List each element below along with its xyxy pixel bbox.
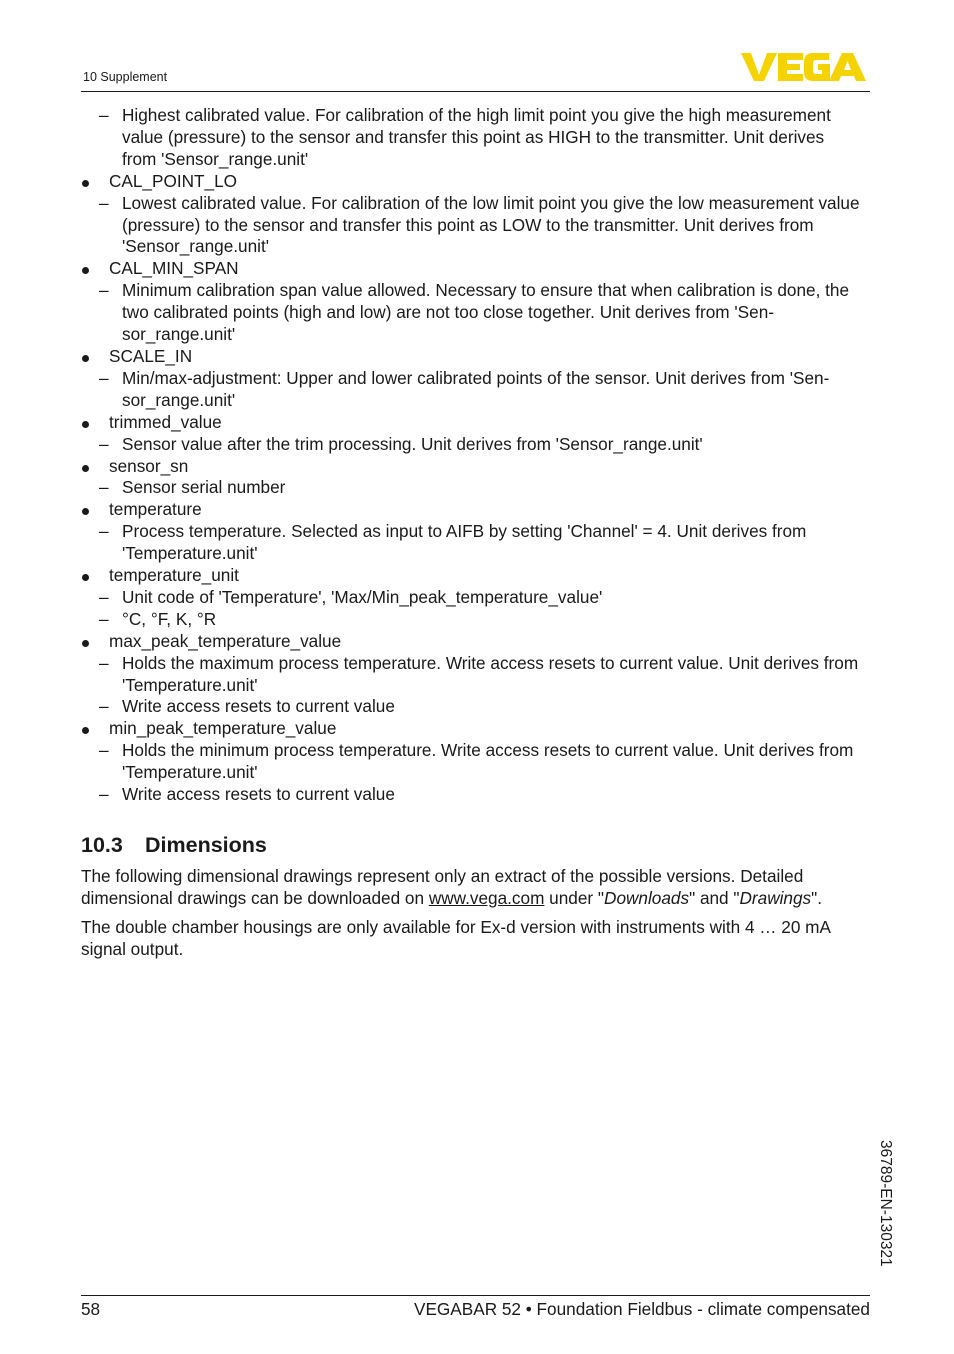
dash-icon: – [99, 280, 109, 301]
dash-icon: – [99, 652, 109, 673]
document-code: 36789-EN-130321 [877, 1140, 894, 1267]
list-item-text: °C, °F, K, °R [122, 608, 217, 629]
footer-title: VEGABAR 52 • Foundation Fieldbus - climate compensated [414, 1299, 870, 1319]
sub-list-item [81, 609, 871, 631]
section-heading [81, 833, 267, 858]
list-item [81, 346, 871, 368]
sub-list-item [81, 696, 871, 718]
downloads-term: Downloads [604, 887, 690, 908]
vega-logo [741, 50, 872, 84]
dash-icon: – [99, 433, 109, 454]
section-number: 10.3 [81, 833, 123, 857]
dash-icon: – [99, 192, 109, 213]
dash-icon: – [99, 740, 109, 761]
list-item [81, 499, 871, 521]
paragraph-double-chamber: The double chamber housings are only available for Ex-d version with instruments with 4 … 20 mA signal output. [81, 917, 830, 959]
list-item-text: Lowest calibrated value. For calibration of the low limit point you give the low measurement value (pressure) to the sensor and transfer this point as LOW to the transmitter. Unit derives from 'Sensor_range.unit' [122, 192, 860, 257]
list-item-text: Write access resets to current value [122, 696, 395, 717]
section-title: Dimensions [145, 833, 267, 857]
dash-icon: – [99, 586, 109, 607]
list-item [81, 718, 871, 740]
bullet-icon [82, 465, 89, 472]
sub-list-item [81, 434, 871, 456]
paragraph-dimensions-intro: The following dimensional drawings represent only an extract of the possible versions. Detailed dimensional drawings can be downloaded on www.vega.com under "Downloads" and "Drawings". [81, 866, 823, 908]
bullet-icon [82, 574, 89, 581]
sub-list-item [81, 653, 871, 697]
list-item-text: Sensor serial number [122, 477, 286, 498]
sub-list-item [81, 784, 871, 806]
list-item-text: max_peak_temperature_value [109, 630, 342, 651]
sub-list-item [81, 521, 871, 565]
dash-icon: – [99, 521, 109, 542]
sub-list-item [81, 740, 871, 784]
parameter-list [81, 105, 871, 806]
bullet-icon [82, 180, 89, 187]
header-rule [81, 91, 870, 92]
dash-icon: – [99, 784, 109, 805]
list-item-text: Min/max-adjustment: Upper and lower calibrated points of the sensor. Unit derives from 'Sen-sor_range.unit' [122, 367, 830, 410]
sub-list-item [81, 368, 871, 412]
bullet-icon [82, 267, 89, 274]
bullet-icon [82, 508, 89, 515]
vega-website-link[interactable]: www.vega.com [428, 887, 545, 908]
dash-icon: – [99, 477, 109, 498]
dash-icon: – [99, 696, 109, 717]
list-item [81, 412, 871, 434]
bullet-icon [82, 640, 89, 647]
bullet-icon [82, 727, 89, 734]
list-item-text: temperature [109, 499, 202, 520]
dash-icon: – [99, 367, 109, 388]
list-item-text: trimmed_value [109, 411, 222, 432]
list-item-text: Write access resets to current value [122, 784, 395, 805]
list-item-text: Sensor value after the trim processing. Unit derives from 'Sensor_range.unit' [122, 433, 703, 454]
bullet-icon [82, 355, 89, 362]
running-header: 10 Supplement [83, 70, 168, 84]
list-item-text: Process temperature. Selected as input to AIFB by setting 'Channel' = 4. Unit derives from 'Temperature.unit' [122, 521, 807, 564]
list-item-text: Highest calibrated value. For calibration of the high limit point you give the high measurement value (pressure) to the sensor and transfer this point as HIGH to the transmitter. Unit derives from 'Sensor_range.unit' [122, 105, 831, 169]
sub-list-item [81, 477, 871, 499]
list-item [81, 171, 871, 193]
sub-list-item [81, 193, 871, 259]
list-item-text: CAL_MIN_SPAN [109, 258, 239, 279]
list-item-text: Holds the maximum process temperature. Write access resets to current value. Unit derives from 'Temperature.unit' [122, 652, 859, 695]
sub-list-item [81, 105, 871, 171]
bullet-icon [82, 421, 89, 428]
list-item-text: SCALE_IN [109, 345, 193, 366]
list-item-text: CAL_POINT_LO [109, 170, 237, 191]
footer-rule [81, 1295, 870, 1296]
dash-icon: – [99, 608, 109, 629]
list-item [81, 258, 871, 280]
list-item-text: sensor_sn [109, 455, 189, 476]
sub-list-item [81, 587, 871, 609]
list-item-text: temperature_unit [109, 565, 239, 586]
list-item [81, 631, 871, 653]
list-item [81, 565, 871, 587]
list-item-text: Unit code of 'Temperature', 'Max/Min_peak_temperature_value' [122, 586, 603, 607]
list-item-text: Holds the minimum process temperature. Write access resets to current value. Unit derives from 'Temperature.unit' [122, 740, 854, 783]
dash-icon: – [99, 105, 109, 125]
list-item-text: Minimum calibration span value allowed. Necessary to ensure that when calibration is done, the two calibrated points (high and low) are not too close together. Unit derives from 'Sen-sor_range.unit' [122, 280, 850, 345]
page-number: 58 [81, 1299, 101, 1319]
list-item [81, 456, 871, 478]
list-item-text: min_peak_temperature_value [109, 718, 337, 739]
sub-list-item [81, 280, 871, 346]
drawings-term: Drawings [739, 887, 812, 908]
